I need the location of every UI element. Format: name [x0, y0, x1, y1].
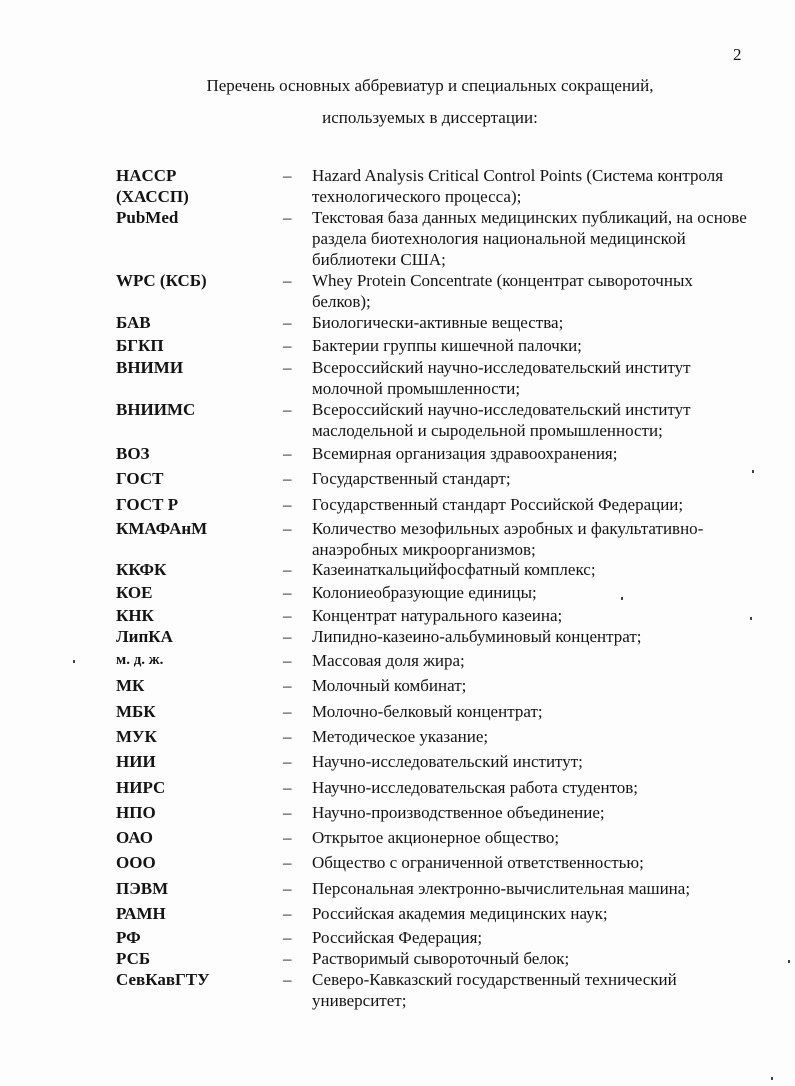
definition: Молочно-белковый концентрат; [312, 702, 543, 721]
scan-speck [73, 660, 75, 663]
abbreviation: ККФК [116, 560, 167, 579]
abbreviation: ПЭВМ [116, 879, 169, 898]
definition: Научно-исследовательский институт; [312, 752, 583, 771]
definition: Северо-Кавказский государственный технический университет; [312, 970, 677, 1010]
definition: Российская Федерация; [312, 928, 483, 947]
scan-speck [750, 617, 752, 620]
abbreviation: РАМН [116, 904, 166, 923]
abbreviation: БАВ [116, 313, 151, 332]
abbreviation: ГОСТ [116, 469, 164, 488]
dash: – [283, 752, 292, 771]
definition: Whey Protein Concentrate (концентрат сывороточных белков); [312, 271, 693, 311]
dash: – [283, 336, 292, 355]
dash: – [283, 469, 292, 488]
page-title-line-1: Перечень основных аббревиатур и специальных сокращений, [206, 76, 654, 95]
dash: – [283, 313, 292, 332]
definition: Открытое акционерное общество; [312, 828, 560, 847]
definition: Всероссийский научно-исследовательский институт маслодельной и сыродельной промышленности; [312, 400, 691, 440]
dash: – [283, 828, 292, 847]
dash: – [283, 727, 292, 746]
abbreviation: ГОСТ Р [116, 495, 179, 514]
dash: – [283, 651, 292, 670]
dash: – [283, 970, 292, 989]
definition: Растворимый сывороточный белок; [312, 949, 570, 968]
dash: – [283, 853, 292, 872]
dash: – [283, 519, 292, 538]
dash: – [283, 928, 292, 947]
definition: Колониеобразующие единицы; [312, 583, 537, 602]
definition: Массовая доля жира; [312, 651, 465, 670]
dash: – [283, 444, 292, 463]
abbreviation: МУК [116, 727, 157, 746]
dash: – [283, 166, 292, 185]
abbreviation: ВОЗ [116, 444, 150, 463]
scan-speck [621, 597, 623, 600]
dash: – [283, 803, 292, 822]
definition: Всемирная организация здравоохранения; [312, 444, 618, 463]
definition: Липидно-казеино-альбуминовый концентрат; [312, 627, 642, 646]
definition: Российская академия медицинских наук; [312, 904, 608, 923]
abbreviation: РФ [116, 928, 141, 947]
dash: – [283, 271, 292, 290]
definition: Государственный стандарт; [312, 469, 511, 488]
dash: – [283, 676, 292, 695]
abbreviation: НИИ [116, 752, 156, 771]
dash: – [283, 495, 292, 514]
definition: Всероссийский научно-исследовательский институт молочной промышленности; [312, 358, 691, 398]
definition: Текстовая база данных медицинских публикаций, на основе раздела биотехнология национальной медицинской библиотеки США; [312, 208, 747, 269]
definition: Научно-производственное объединение; [312, 803, 605, 822]
abbreviation: СевКавГТУ [116, 970, 210, 989]
definition: Биологически-активные вещества; [312, 313, 564, 332]
definition: Методическое указание; [312, 727, 489, 746]
abbreviation: МБК [116, 702, 156, 721]
abbreviation: ВНИМИ [116, 358, 184, 377]
definition: Общество с ограниченной ответственностью; [312, 853, 644, 872]
definition: Государственный стандарт Российской Федерации; [312, 495, 684, 514]
definition: Персональная электронно-вычислительная машина; [312, 879, 691, 898]
dash: – [283, 560, 292, 579]
definition: Бактерии группы кишечной палочки; [312, 336, 582, 355]
definition: Казеинаткальцийфосфатный комплекс; [312, 560, 596, 579]
abbreviation: НИРС [116, 778, 166, 797]
scan-speck [752, 470, 754, 473]
abbreviation: ОАО [116, 828, 154, 847]
abbreviation: ВНИИМС [116, 400, 196, 419]
dash: – [283, 778, 292, 797]
scan-speck [771, 1077, 773, 1080]
definition: Молочный комбинат; [312, 676, 467, 695]
dash: – [283, 400, 292, 419]
definition: Hazard Analysis Critical Control Points (Система контроля технологического процесса); [312, 166, 724, 206]
abbreviation: МК [116, 676, 145, 695]
dash: – [283, 583, 292, 602]
abbreviation: HACCP (ХАССП) [116, 166, 189, 206]
abbreviation: ООО [116, 853, 156, 872]
page-number: 2 [733, 45, 742, 64]
abbreviation: КНК [116, 606, 154, 625]
dash: – [283, 208, 292, 227]
abbreviation: м. д. ж. [116, 652, 164, 668]
abbreviation: PubMed [116, 208, 179, 227]
dash: – [283, 879, 292, 898]
dash: – [283, 358, 292, 377]
dash: – [283, 949, 292, 968]
abbreviation: КМАФАнМ [116, 519, 208, 538]
abbreviation: КОЕ [116, 583, 153, 602]
definition: Научно-исследовательская работа студентов; [312, 778, 639, 797]
dash: – [283, 702, 292, 721]
abbreviation: БГКП [116, 336, 164, 355]
abbreviation: НПО [116, 803, 156, 822]
abbreviation: WPC (КСБ) [116, 271, 207, 290]
page-title-line-2: используемых в диссертации: [322, 108, 538, 127]
scan-speck [788, 960, 790, 963]
dash: – [283, 627, 292, 646]
dash: – [283, 606, 292, 625]
definition: Количество мезофильных аэробных и факультативно-анаэробных микроорганизмов; [312, 519, 704, 559]
dash: – [283, 904, 292, 923]
definition: Концентрат натурального казеина; [312, 606, 563, 625]
abbreviation: ЛипКА [116, 627, 173, 646]
abbreviation: РСБ [116, 949, 151, 968]
